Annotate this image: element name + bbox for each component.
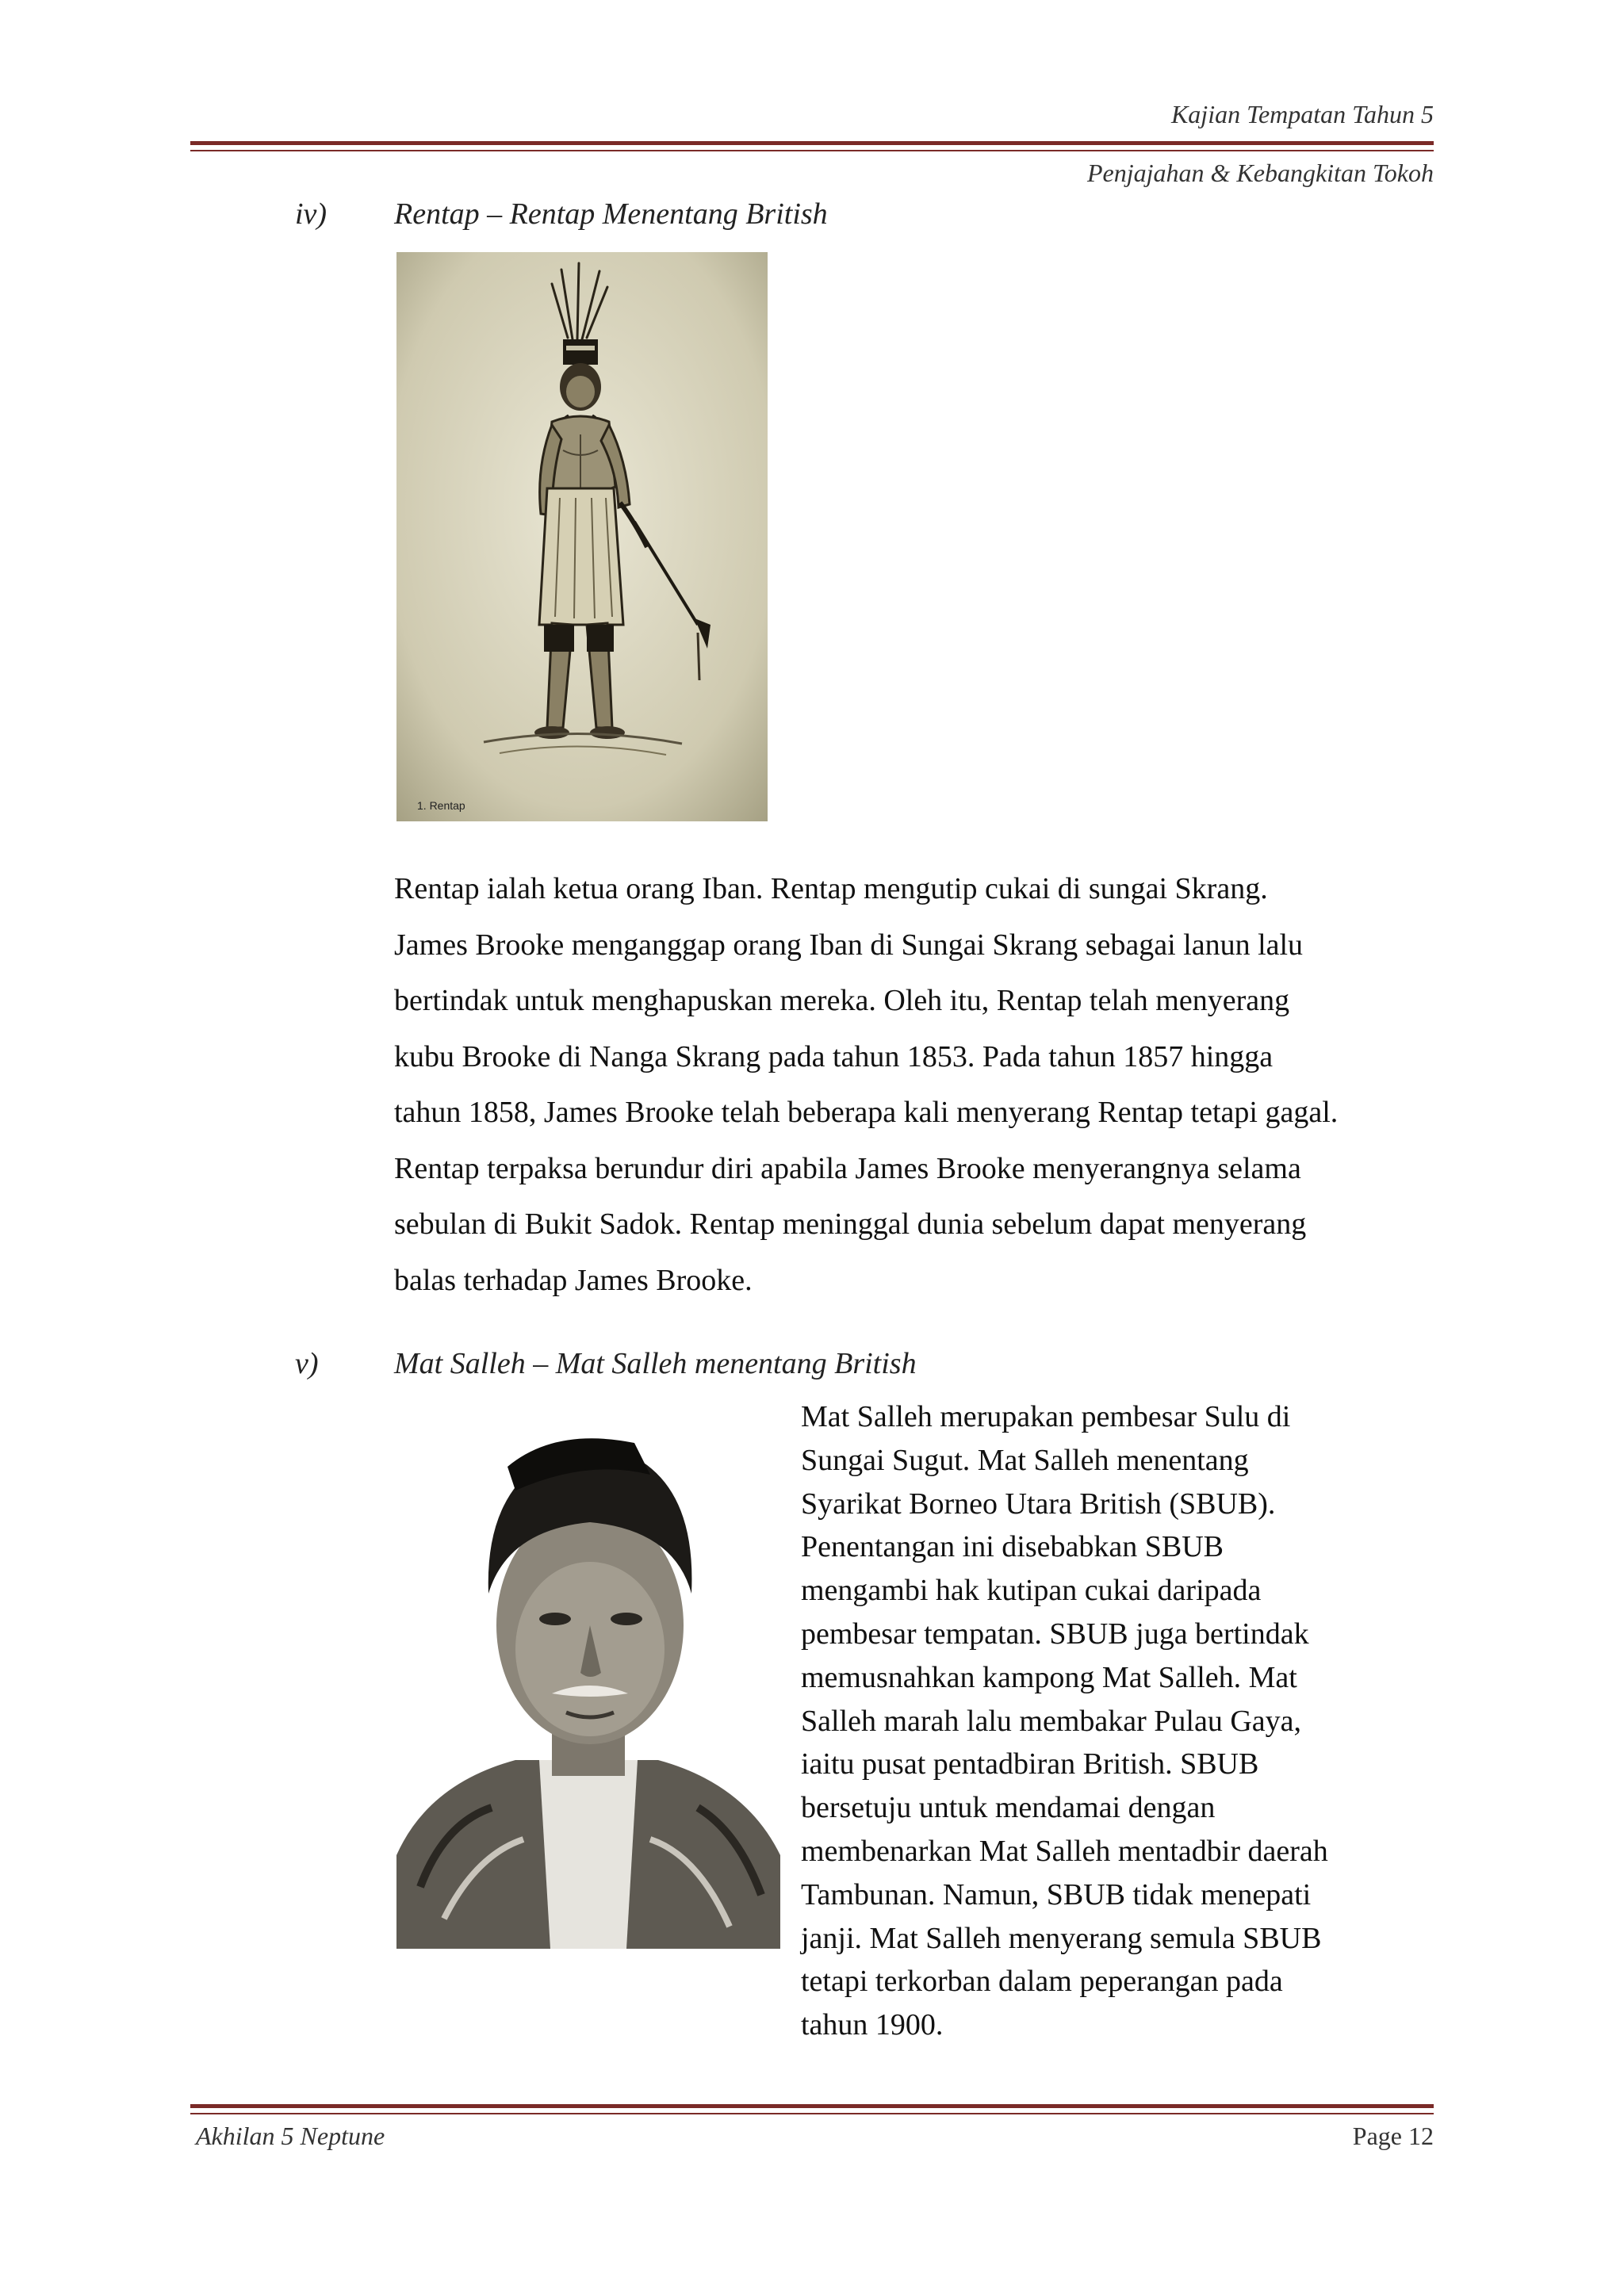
paragraph-line: Penentangan ini disebabkan SBUB <box>801 1530 1224 1564</box>
header-rule-thick <box>190 141 1434 145</box>
paragraph-line: Syarikat Borneo Utara British (SBUB). <box>801 1487 1276 1521</box>
paragraph-line: Tambunan. Namun, SBUB tidak menepati <box>801 1877 1312 1911</box>
paragraph-line: memusnahkan kampong Mat Salleh. Mat <box>801 1660 1297 1694</box>
rentap-illustration <box>396 252 768 821</box>
paragraph-line: kubu Brooke di Nanga Skrang pada tahun 1853. Pada tahun 1857 hingga <box>394 1039 1274 1073</box>
paragraph-line: bertindak untuk menghapuskan mereka. Oleh itu, Rentap telah menyerang <box>394 984 1290 1017</box>
paragraph-line: tahun 1858, James Brooke telah beberapa kali menyerang Rentap tetapi gagal. <box>394 1096 1339 1129</box>
page-number: Page 12 <box>1352 2122 1434 2150</box>
section-title: Rentap – Rentap Menentang British <box>394 197 828 231</box>
paragraph-line: membenarkan Mat Salleh mentadbir daerah <box>801 1834 1328 1868</box>
paragraph-line: James Brooke menganggap orang Iban di Sungai Skrang sebagai lanun lalu <box>394 928 1304 962</box>
footer-author: Akhilan 5 Neptune <box>196 2122 385 2150</box>
paragraph-line: janji. Mat Salleh menyerang semula SBUB <box>801 1921 1322 1955</box>
figure-caption: 1. Rentap <box>417 799 465 812</box>
paragraph-line: Sungai Sugut. Mat Salleh menentang <box>801 1443 1249 1477</box>
paragraph-line: bersetuju untuk mendamai dengan <box>801 1791 1216 1825</box>
paragraph-line: Rentap ialah ketua orang Iban. Rentap mengutip cukai di sungai Skrang. <box>394 872 1268 905</box>
paragraph-line: pembesar tempatan. SBUB juga bertindak <box>801 1617 1309 1651</box>
section-number: v) <box>295 1347 319 1380</box>
section-number: iv) <box>295 197 327 231</box>
paragraph-line: sebulan di Bukit Sadok. Rentap meninggal dunia sebelum dapat menyerang <box>394 1207 1307 1241</box>
paragraph-line: iaitu pusat pentadbiran British. SBUB <box>801 1747 1259 1781</box>
mat-salleh-paragraph <box>801 1395 1404 2047</box>
header-subtitle: Penjajahan & Kebangkitan Tokoh <box>1086 159 1434 187</box>
paragraph-line: balas terhadap James Brooke. <box>394 1263 753 1297</box>
header-title: Kajian Tempatan Tahun 5 <box>1170 100 1434 128</box>
paragraph-line: Rentap terpaksa berundur diri apabila James Brooke menyerangnya selama <box>394 1151 1301 1185</box>
header-rule-thin <box>190 150 1434 151</box>
section-title: Mat Salleh – Mat Salleh menentang British <box>394 1347 917 1380</box>
paragraph-line: tahun 1900. <box>801 2008 944 2042</box>
mat-salleh-portrait <box>396 1411 780 1949</box>
footer-rule-thin <box>190 2113 1434 2114</box>
rentap-paragraph <box>394 861 1425 1308</box>
paragraph-line: mengambi hak kutipan cukai daripada <box>801 1574 1262 1608</box>
paragraph-line: Salleh marah lalu membakar Pulau Gaya, <box>801 1704 1302 1738</box>
paragraph-line: Mat Salleh merupakan pembesar Sulu di <box>801 1400 1291 1433</box>
footer-rule-thick <box>190 2104 1434 2108</box>
paragraph-line: tetapi terkorban dalam peperangan pada <box>801 1965 1283 1999</box>
